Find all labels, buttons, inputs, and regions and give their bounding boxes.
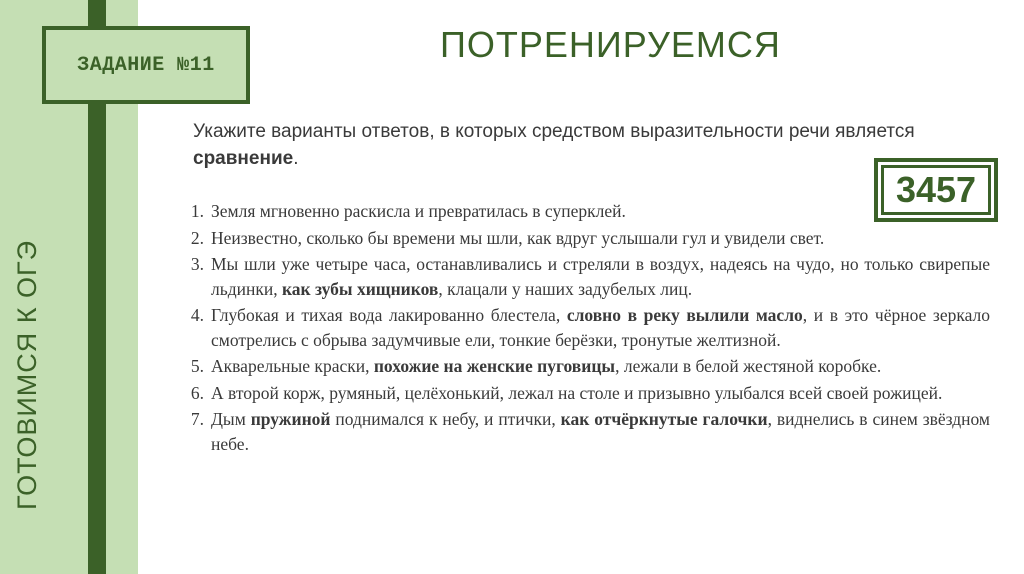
sentence-number: 4.: [190, 305, 204, 325]
sentence-highlight: пружиной: [250, 409, 331, 429]
sentence-highlight: словно в реку вылили масло: [566, 305, 803, 325]
task-number-label: ЗАДАНИЕ №11: [77, 53, 215, 77]
sentence-text: , клацали у наших задубелых лиц.: [438, 278, 693, 299]
sentence-text: Акварельные краски,: [211, 356, 374, 376]
sentence-number: 3.: [190, 254, 204, 274]
sentence-item: [178, 199, 990, 224]
sentence-item: [178, 252, 990, 301]
answer-value: 3457: [895, 169, 977, 210]
sentence-text: Дым: [211, 409, 251, 429]
sentence-item: [178, 354, 990, 379]
sentence-text: , и в это чёрное зеркало смотрелись с обрыва задумчивые ели, тонкие берёзки, тронутые желтизной.: [211, 305, 990, 350]
sentence-list: [178, 199, 990, 458]
sentence-text: , виднелись в синем звёздном небе.: [211, 409, 990, 454]
sentence-item: [178, 407, 990, 456]
sentence-text: , лежали в белой жестяной коробке.: [615, 356, 882, 376]
sentence-highlight: похожие на женские пуговицы: [373, 356, 616, 376]
sentence-text: А второй корж, румяный, целёхонький, лежал на столе и призывно улыбался всей своей рожицей.: [211, 382, 943, 403]
sentence-number: 1.: [190, 201, 204, 221]
sentence-number: 6.: [190, 382, 204, 403]
sentence-text: Земля мгновенно раскисла и превратилась в суперклей.: [211, 201, 626, 221]
sentence-text: Глубокая и тихая вода лакированно блестела,: [211, 305, 567, 325]
instruction-keyword: сравнение: [193, 148, 294, 169]
instruction-text: [193, 118, 993, 172]
sentence-item: [178, 381, 990, 406]
task-number-box: [42, 26, 250, 104]
sidebar-vertical-title: ГОТОВИМСЯ К ОГЭ: [12, 239, 42, 510]
sentence-number: 7.: [190, 409, 204, 429]
instruction-before: Укажите варианты ответов, в которых средством выразительности речи является: [193, 121, 915, 142]
sentence-number: 5.: [190, 356, 204, 376]
sentence-text: поднимался к небу, и птички,: [330, 409, 561, 429]
sentence-number: 2.: [190, 227, 204, 248]
sentence-item: [178, 303, 990, 352]
instruction-after: .: [293, 148, 299, 169]
sentence-item: [178, 226, 990, 251]
sentence-highlight: как отчёркнутые галочки: [560, 409, 768, 429]
page-title: ПОТРЕНИРУЕМСЯ: [440, 24, 781, 65]
sentence-text: Мы шли уже четыре часа, останавливались и стреляли в воздух, надеясь на чудо, но только свирепые льдинки,: [211, 254, 990, 299]
sentence-text: Неизвестно, сколько бы времени мы шли, как вдруг услышали гул и увидели свет.: [211, 227, 825, 248]
sentence-highlight: как зубы хищников: [281, 278, 439, 299]
